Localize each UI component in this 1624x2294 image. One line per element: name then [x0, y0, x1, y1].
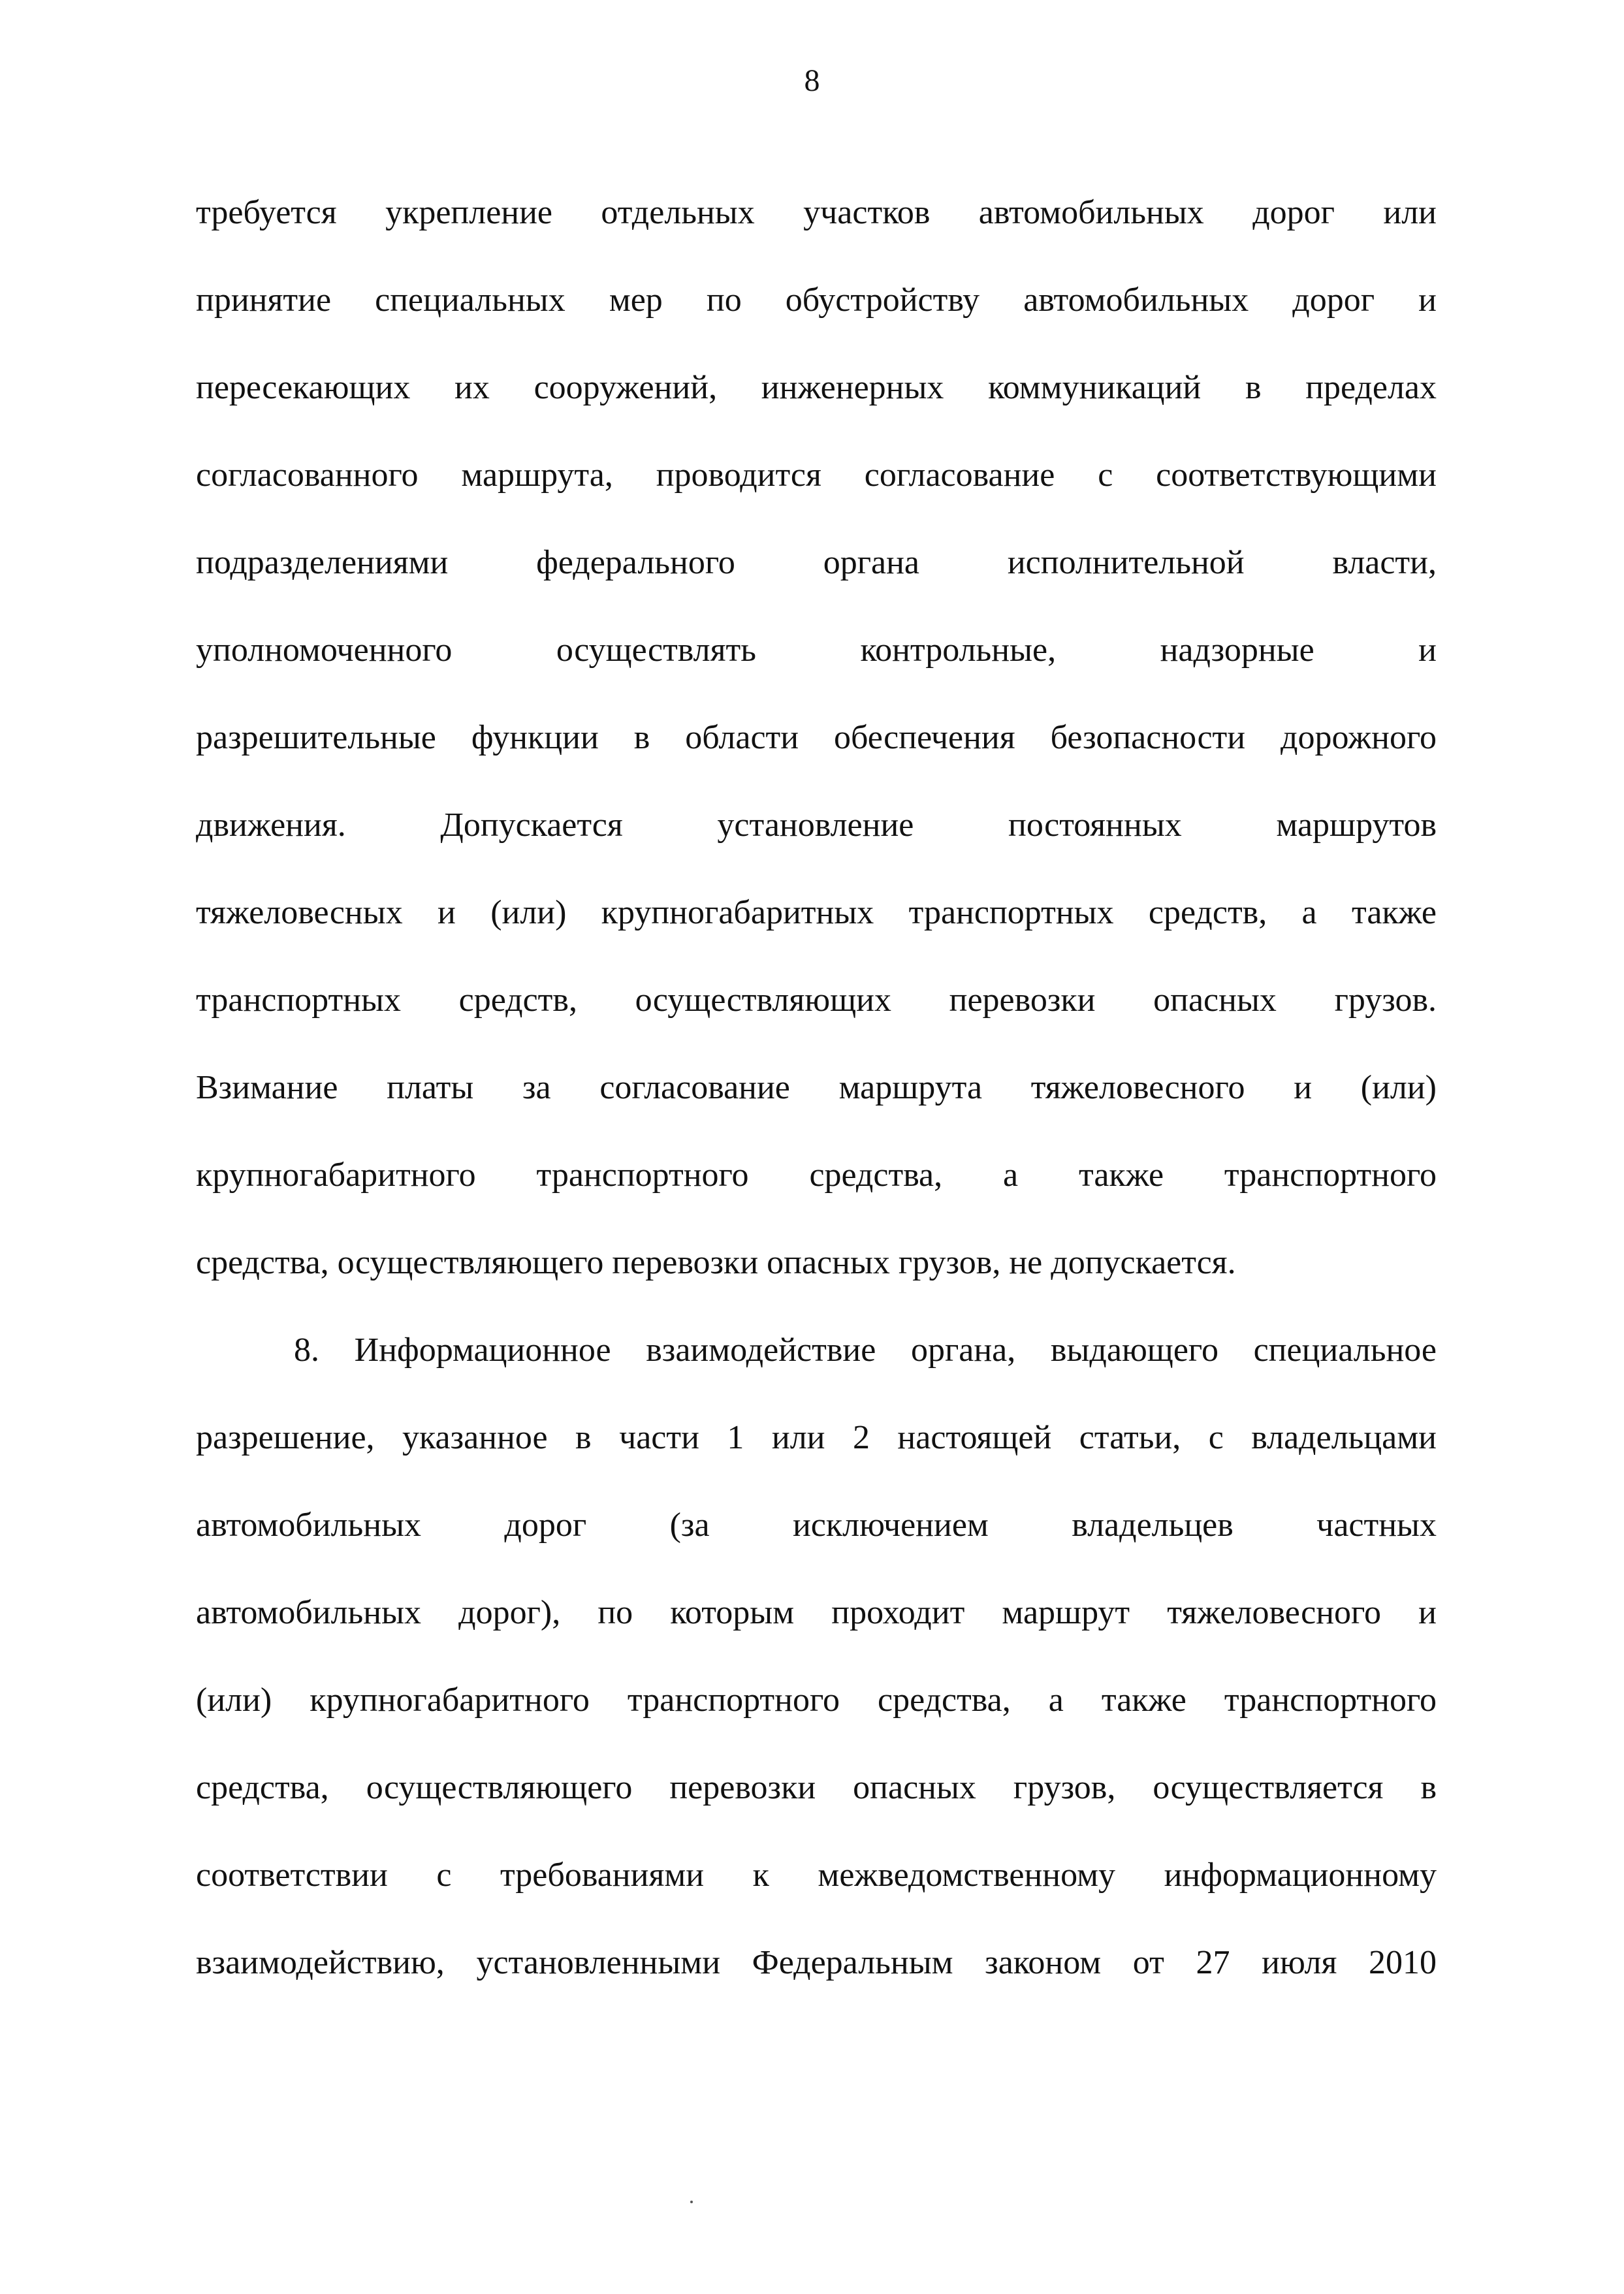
text-line: (или) крупногабаритного транспортного средства, а также транспортного [196, 1681, 1437, 1719]
text-line: крупногабаритного транспортного средства, а также транспортного [196, 1156, 1437, 1194]
text-line: средства, осуществляющего перевозки опасных грузов, осуществляется в [196, 1769, 1437, 1806]
text-line: взаимодействию, установленными Федеральным законом от 27 июля 2010 [196, 1944, 1437, 1981]
document-body [196, 196, 1437, 2033]
text-line: движения. Допускается установление постоянных маршрутов [196, 806, 1437, 844]
text-line: подразделениями федерального органа исполнительной власти, [196, 544, 1437, 581]
text-line: автомобильных дорог (за исключением владельцев частных [196, 1506, 1437, 1544]
text-line: согласованного маршрута, проводится согласование с соответствующими [196, 456, 1437, 494]
text-line: транспортных средств, осуществляющих перевозки опасных грузов. [196, 981, 1437, 1019]
text-line: автомобильных дорог), по которым проходит маршрут тяжеловесного и [196, 1594, 1437, 1631]
text-line: пересекающих их сооружений, инженерных коммуникаций в пределах [196, 369, 1437, 406]
text-line: тяжеловесных и (или) крупногабаритных транспортных средств, а также [196, 894, 1437, 931]
page-number: 8 [804, 63, 820, 98]
text-line: соответствии с требованиями к межведомственному информационному [196, 1856, 1437, 1894]
text-line: Взимание платы за согласование маршрута тяжеловесного и (или) [196, 1069, 1437, 1106]
paragraph-2 [196, 1333, 1437, 2033]
text-line: разрешение, указанное в части 1 или 2 настоящей статьи, с владельцами [196, 1419, 1437, 1456]
text-line: требуется укрепление отдельных участков автомобильных дорог или [196, 194, 1437, 231]
text-line: средства, осуществляющего перевозки опасных грузов, не допускается. [196, 1244, 1236, 1281]
scan-speck [690, 2201, 693, 2203]
text-line: принятие специальных мер по обустройству автомобильных дорог и [196, 281, 1437, 319]
text-line: уполномоченного осуществлять контрольные, надзорные и [196, 631, 1437, 669]
text-line: разрешительные функции в области обеспечения безопасности дорожного [196, 719, 1437, 756]
text-line: 8. Информационное взаимодействие органа, выдающего специальное [294, 1331, 1437, 1369]
paragraph-1 [196, 196, 1437, 1333]
